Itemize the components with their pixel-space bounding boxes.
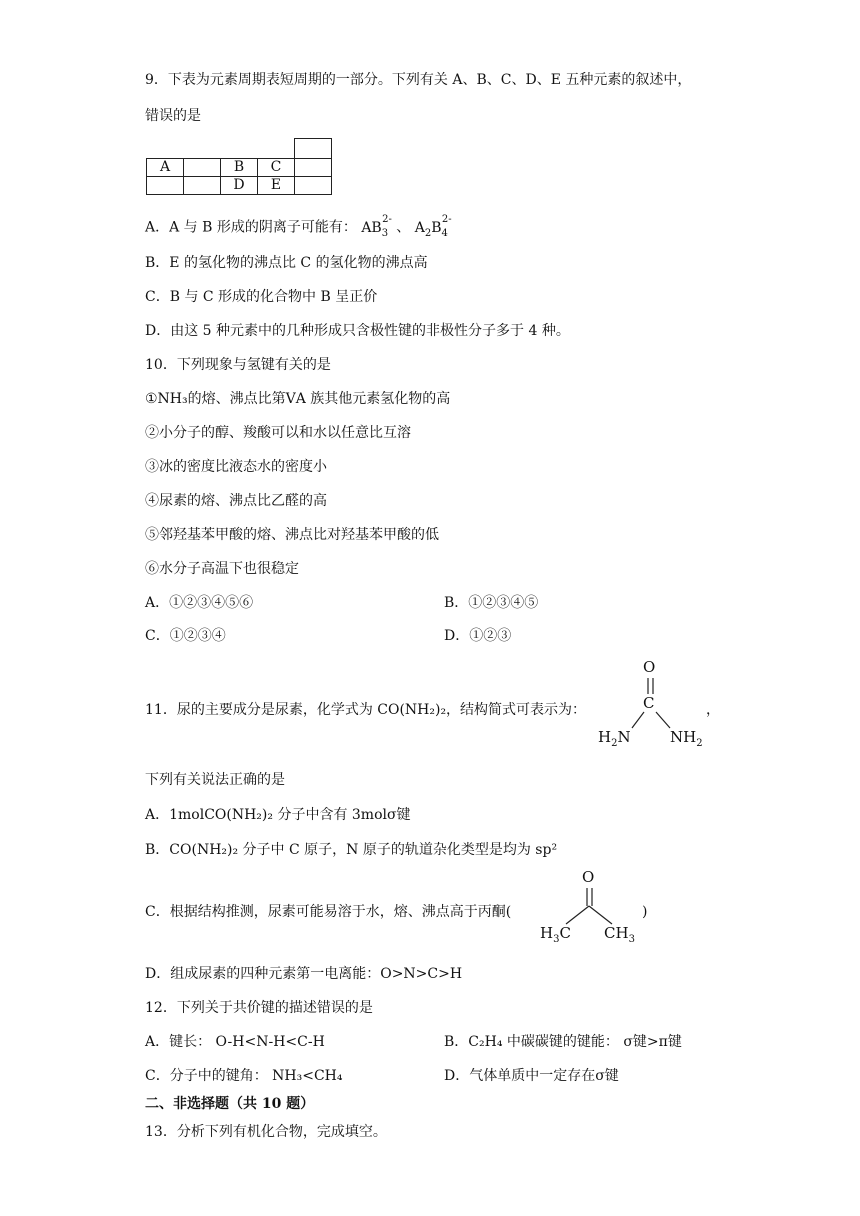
cell-r2c4: E [258,177,295,195]
q13-stem: 13．分析下列有机化合物，完成填空。 [145,1124,387,1140]
q10-item-3: ③冰的密度比液态水的密度小 [145,459,327,475]
q10-item-1: ①NH₃的熔、沸点比第ⅤA 族其他元素氢化物的高 [145,391,451,407]
cell-r1c3: B [221,159,258,177]
cell-r1c4: C [258,159,295,177]
ion-a2b4: $A_2B_4^{2-}$ [414,214,452,239]
q9-stem-line2: 错误的是 [145,108,201,124]
q11-stem-end: ， [706,702,720,718]
q10-option-a: A．①②③④⑤⑥ [145,595,254,611]
q9-stem-line1: 9．下表为元素周期表短周期的一部分。下列有关 A、B、C、D、E 五种元素的叙述中， [145,72,692,88]
q12-option-c: C．分子中的键角： NH₃<CH₄ [145,1068,343,1084]
periodic-table-fragment [146,158,332,195]
ion-separator: 、 [396,219,411,236]
urea-right-nh2: $NH_2$ [670,728,703,749]
urea-oxygen: O [643,658,656,676]
q11-option-c-end: ) [642,904,648,920]
q11-option-d: D．组成尿素的四种元素第一电离能：O>N>C>H [145,966,463,982]
urea-carbon: C [643,694,655,712]
q9-option-c: C．B 与 C 形成的化合物中 B 呈正价 [145,289,378,305]
q12-option-b: B．C₂H₄ 中碳碳键的键能： σ键>π键 [444,1034,682,1050]
cell-r1c2 [184,159,221,177]
q12-option-d: D．气体单质中一定存在σ键 [444,1068,619,1084]
q10-item-6: ⑥水分子高温下也很稳定 [145,561,299,577]
section-heading: 二、非选择题（共 10 题） [145,1096,315,1112]
q11-option-c: C．根据结构推测，尿素可能易溶于水，熔、沸点高于丙酮( [145,904,512,920]
cell-r1c5 [295,159,332,177]
q12-stem: 12．下列关于共价键的描述错误的是 [145,1000,373,1016]
q10-option-b: B．①②③④⑤ [444,595,539,611]
q11-option-b: B．CO(NH₂)₂ 分子中 C 原子，N 原子的轨道杂化类型是均为 sp² [145,842,558,858]
q11-option-a: A．1molCO(NH₂)₂ 分子中含有 3molσ键 [145,807,411,823]
q10-item-5: ⑤邻羟基苯甲酸的熔、沸点比对羟基苯甲酸的低 [145,527,439,543]
cell-r2c2 [184,177,221,195]
urea-structure [596,656,712,756]
q10-option-d: D．①②③ [444,628,512,644]
cell-r2c3: D [221,177,258,195]
q10-item-2: ②小分子的醇、羧酸可以和水以任意比互溶 [145,425,411,441]
cell-r2c5 [295,177,332,195]
acetone-left-ch3: $H_3C$ [540,924,571,945]
q10-stem: 10．下列现象与氢键有关的是 [145,357,331,373]
q11-stem2: 下列有关说法正确的是 [145,772,285,788]
acetone-structure [538,866,648,950]
q9-option-a-prefix: A．A 与 B 形成的阴离子可能有： [145,219,357,236]
q11-stem: 11．尿的主要成分是尿素，化学式为 CO(NH₂)₂，结构简式可表示为： [145,702,587,718]
q12-option-a: A．键长： O-H<N-H<C-H [145,1034,325,1050]
q10-option-c: C．①②③④ [145,628,226,644]
q9-option-d: D．由这 5 种元素中的几种形成只含极性键的非极性分子多于 4 种。 [145,323,570,339]
q9-option-b: B．E 的氢化物的沸点比 C 的氢化物的沸点高 [145,255,428,271]
periodic-table-top-cell [294,138,332,158]
q10-item-4: ④尿素的熔、沸点比乙醛的高 [145,493,327,509]
q9-option-a [145,214,452,243]
acetone-oxygen: O [582,868,595,886]
cell-r1c1: A [147,159,184,177]
ion-ab3: $AB_3^{2-}$ [361,214,392,239]
acetone-right-ch3: $CH_3$ [604,924,635,945]
urea-left-nh2: $H_2N$ [598,728,631,749]
cell-r2c1 [147,177,184,195]
